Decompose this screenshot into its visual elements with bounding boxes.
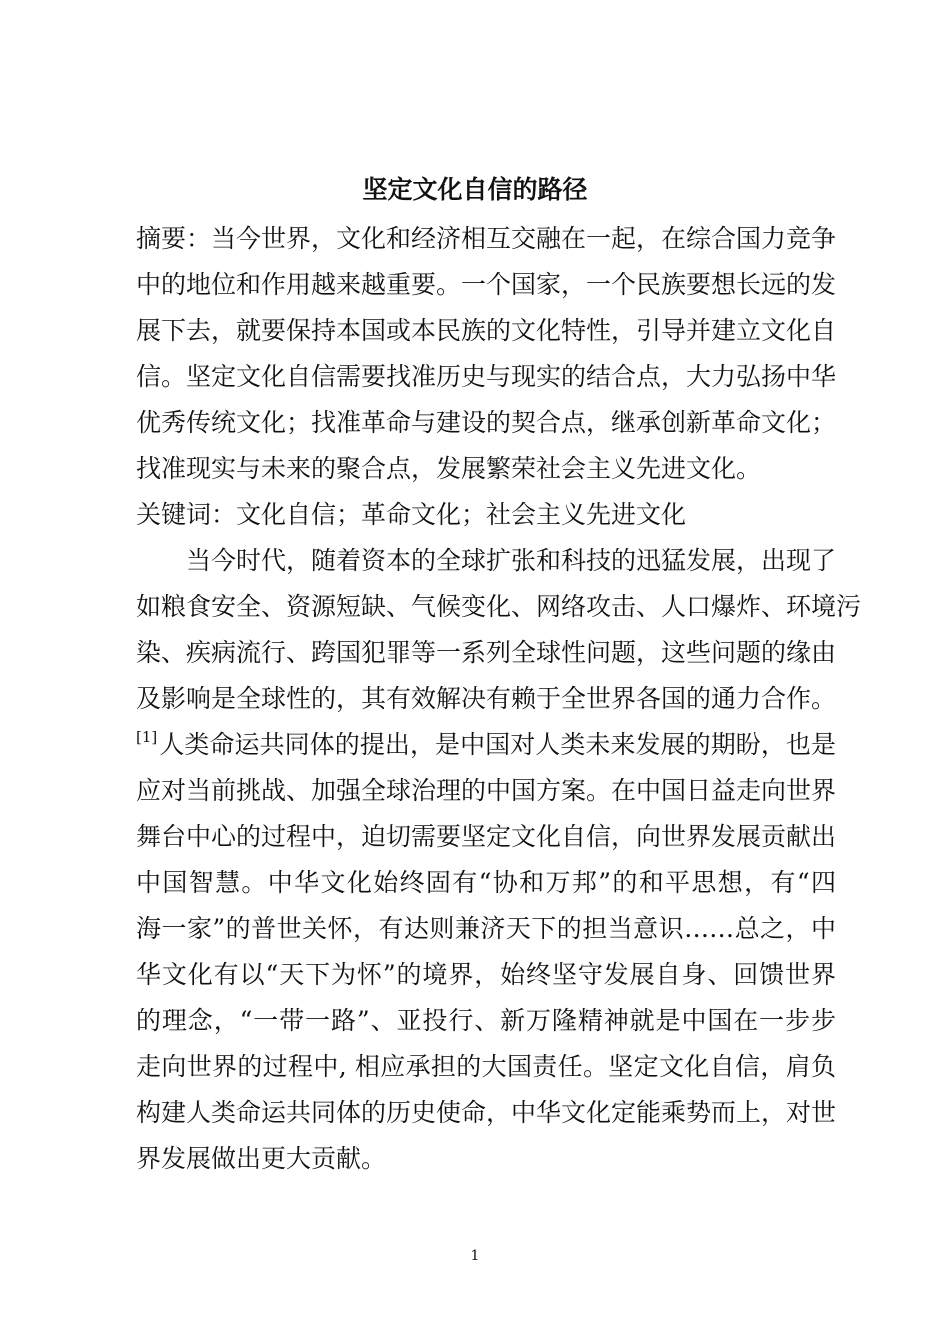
abstract-line: 摘要：当今世界，文化和经济相互交融在一起，在综合国力竞争 xyxy=(136,224,837,253)
abstract-line: 展下去，就要保持本国或本民族的文化特性，引导并建立文化自 xyxy=(136,316,837,345)
keywords-line: 关键词：文化自信；革命文化；社会主义先进文化 xyxy=(136,500,687,529)
document-title: 坚定文化自信的路径 xyxy=(362,175,588,204)
abstract-line: 信。坚定文化自信需要找准历史与现实的结合点，大力弘扬中华 xyxy=(136,362,837,391)
citation-marker: [1] xyxy=(136,728,158,746)
abstract-line: 优秀传统文化；找准革命与建设的契合点，继承创新革命文化； xyxy=(136,408,837,437)
abstract-line: 找准现实与未来的聚合点，发展繁荣社会主义先进文化。 xyxy=(136,454,762,483)
paragraph-line: 如粮食安全、资源短缺、气候变化、网络攻击、人口爆炸、环境污 xyxy=(136,592,862,621)
paragraph-line: 海一家”的普世关怀，有达则兼济天下的担当意识……总之，中 xyxy=(136,914,836,943)
paragraph-line: 华文化有以“天下为怀”的境界，始终坚守发展自身、回馈世界 xyxy=(136,960,836,989)
paragraph-line: 构建人类命运共同体的历史使命，中华文化定能乘势而上，对世 xyxy=(136,1098,837,1127)
paragraph-line: 应对当前挑战、加强全球治理的中国方案。在中国日益走向世界 xyxy=(136,776,837,805)
citation-line-text: 人类命运共同体的提出，是中国对人类未来发展的期盼，也是 xyxy=(159,730,836,759)
document-body xyxy=(136,216,862,1182)
paragraph-line-with-citation xyxy=(136,722,836,768)
paragraph-line: 舞台中心的过程中，迫切需要坚定文化自信，向世界发展贡献出 xyxy=(136,822,837,851)
paragraph-line: 及影响是全球性的，其有效解决有赖于全世界各国的通力合作。 xyxy=(136,684,837,713)
paragraph-line: 的理念，“一带一路”、亚投行、新万隆精神就是中国在一步步 xyxy=(136,1006,836,1035)
paragraph-line: 走向世界的过程中, 相应承担的大国责任。坚定文化自信，肩负 xyxy=(136,1052,836,1081)
page-number: 1 xyxy=(470,1248,480,1264)
paragraph-line: 当今时代，随着资本的全球扩张和科技的迅猛发展，出现了 xyxy=(186,546,837,575)
abstract-line: 中的地位和作用越来越重要。一个国家，一个民族要想长远的发 xyxy=(136,270,837,299)
paragraph-line: 染、疾病流行、跨国犯罪等一系列全球性问题，这些问题的缘由 xyxy=(136,638,837,667)
paragraph-line: 中国智慧。中华文化始终固有“协和万邦”的和平思想，有“四 xyxy=(136,868,836,897)
paragraph-line: 界发展做出更大贡献。 xyxy=(136,1144,387,1173)
